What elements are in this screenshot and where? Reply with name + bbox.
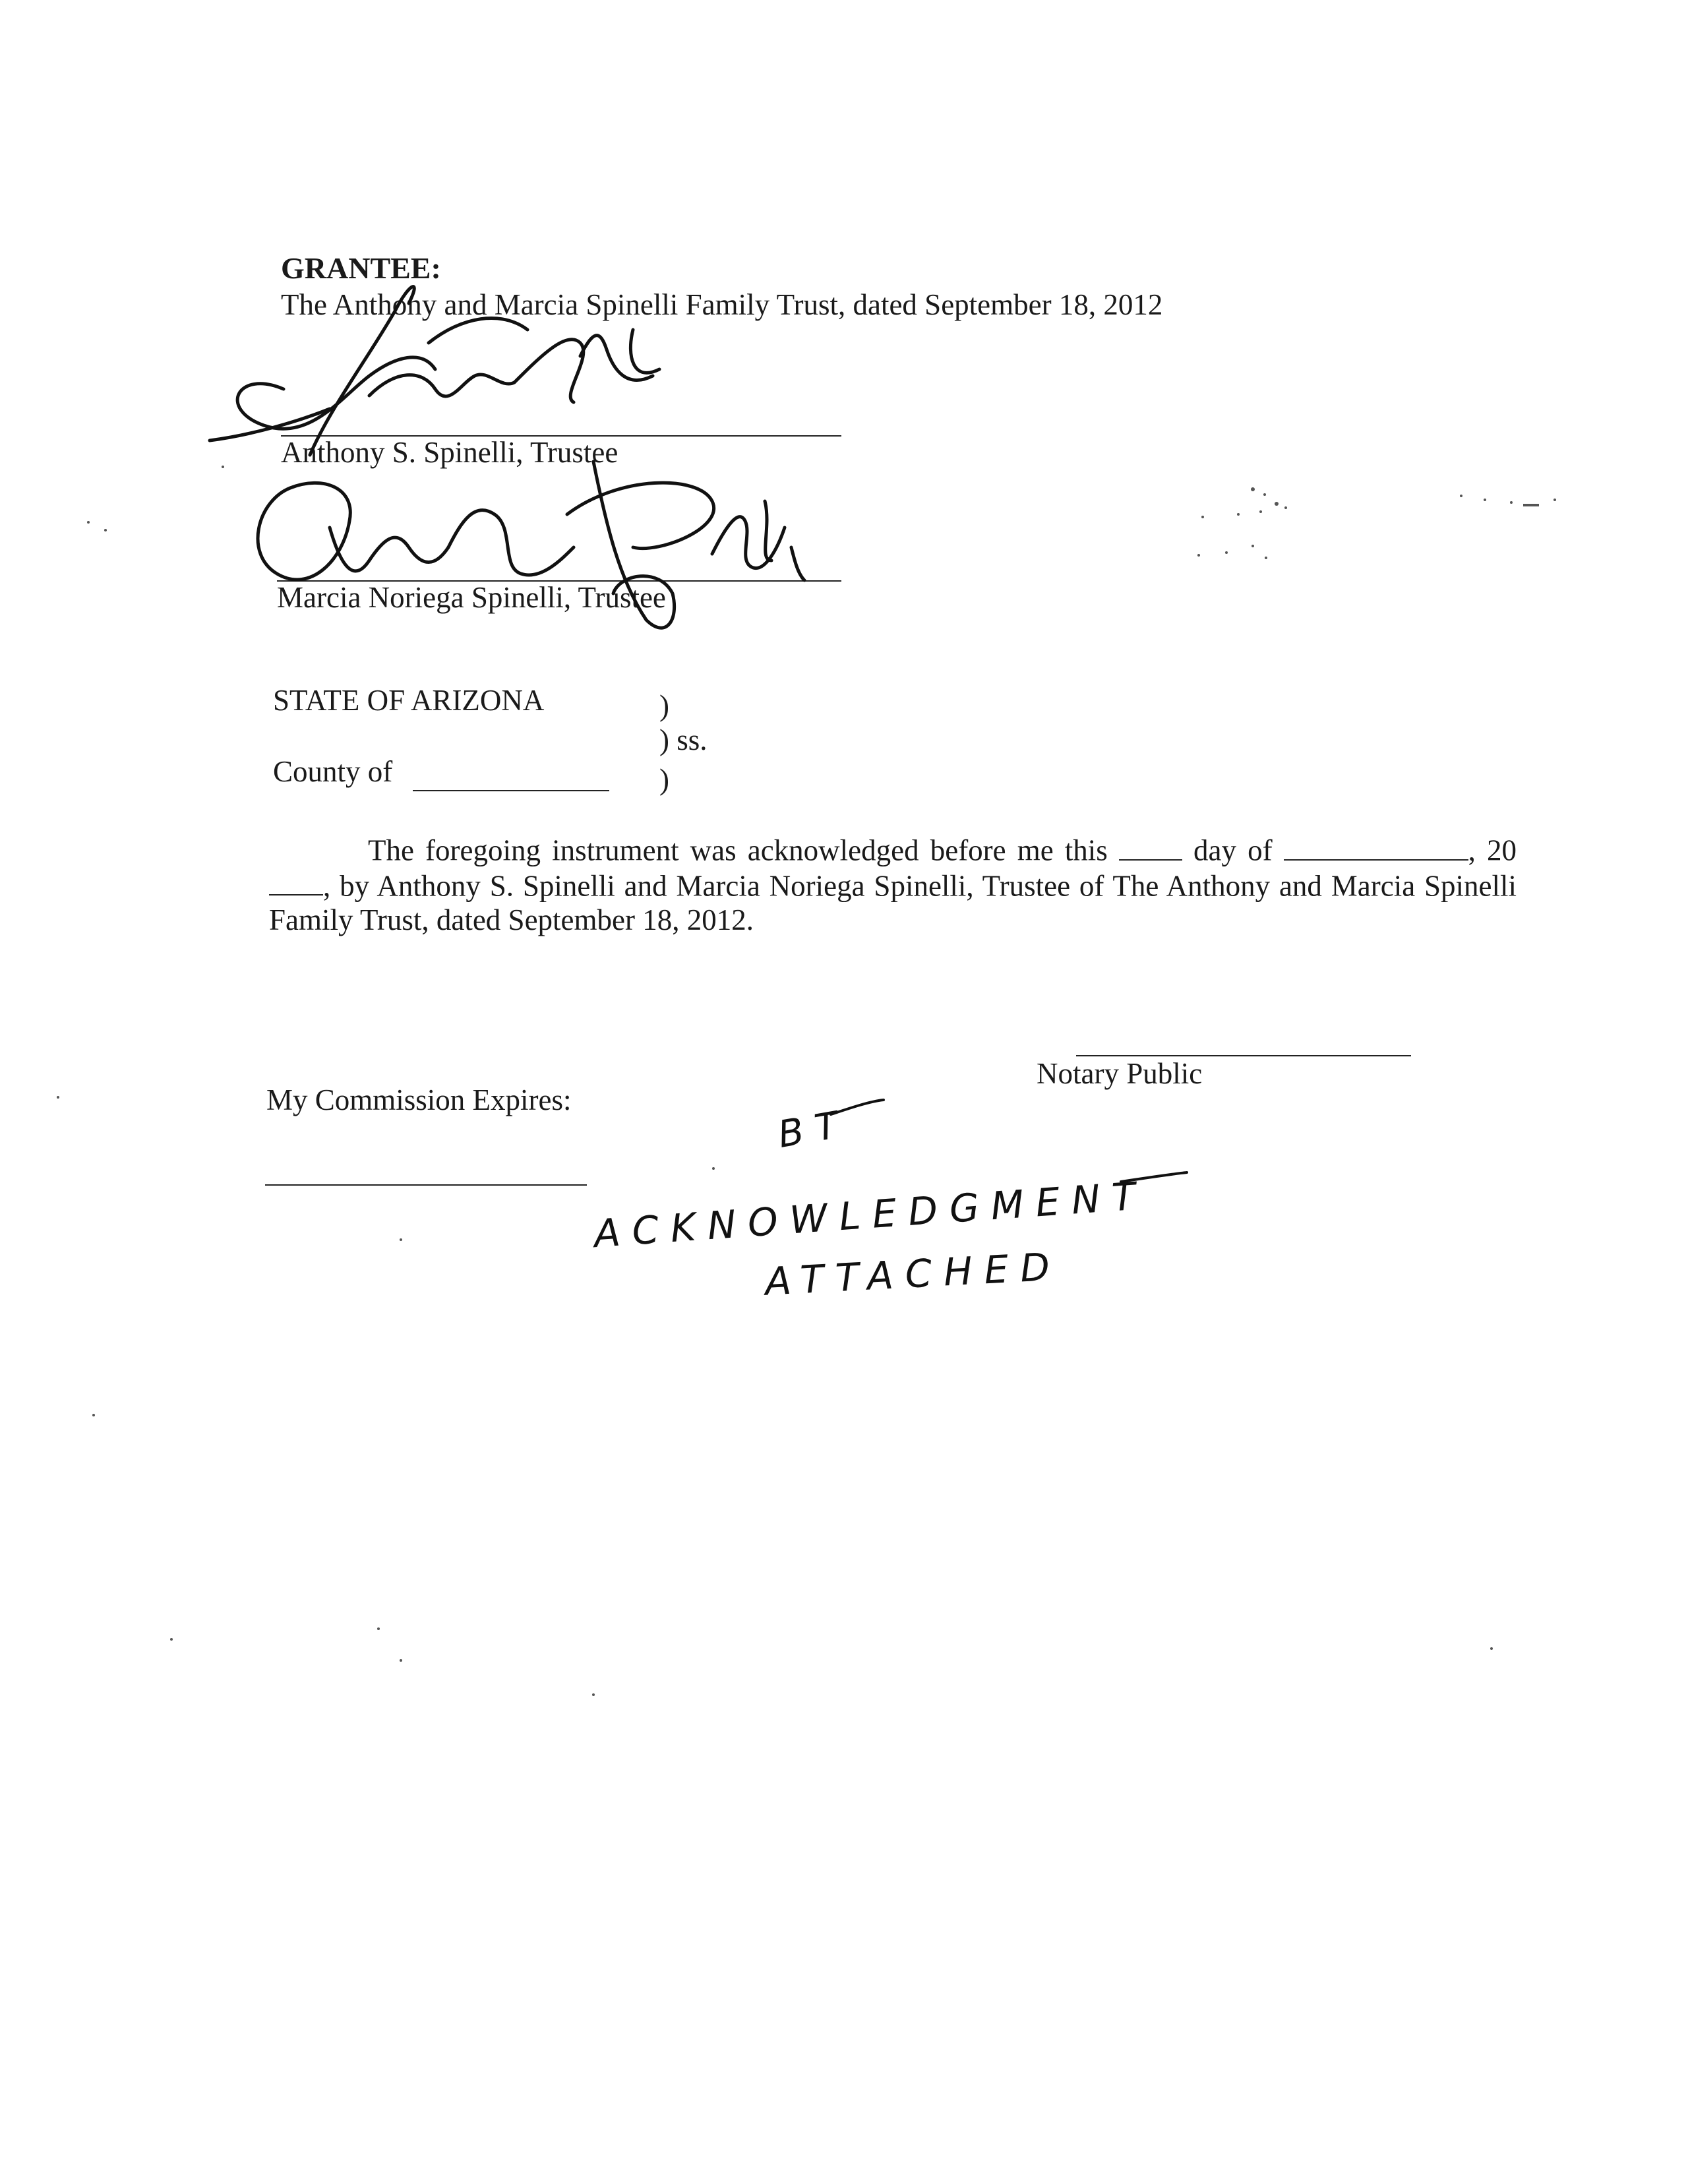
signer-2-label: Marcia Noriega Spinelli, Trustee bbox=[277, 581, 666, 614]
day-blank bbox=[1119, 832, 1182, 861]
ack-year-prefix: 20 bbox=[1487, 834, 1517, 867]
ack-part-4: , by Anthony S. Spinelli and Marcia Noriega Spinelli, Trustee of The Anthony and Marcia Spinelli Family Trust, dated September 18, 2012. bbox=[269, 869, 1517, 936]
ack-part-3: , bbox=[1468, 834, 1476, 867]
notary-label: Notary Public bbox=[1037, 1057, 1203, 1090]
acknowledgment-paragraph bbox=[269, 832, 1517, 937]
handwriting-marks bbox=[831, 1100, 1187, 1182]
ack-part-2: day of bbox=[1193, 834, 1273, 867]
handwritten-initials: BT bbox=[775, 1102, 853, 1157]
handwritten-line-2: ATTACHED bbox=[764, 1244, 1063, 1304]
signer-1-label: Anthony S. Spinelli, Trustee bbox=[281, 436, 618, 469]
ack-part-1: The foregoing instrument was acknowledged before me this bbox=[368, 834, 1108, 867]
commission-blank bbox=[265, 1184, 587, 1186]
county-blank bbox=[413, 790, 609, 791]
venue-paren-3: ) bbox=[659, 763, 669, 796]
venue-paren-1: ) bbox=[659, 689, 669, 722]
handwritten-line-1: ACKNOWLEDGMENT bbox=[592, 1172, 1149, 1257]
year-blank bbox=[269, 868, 323, 896]
venue-county-label: County of bbox=[273, 755, 393, 788]
commission-label: My Commission Expires: bbox=[266, 1083, 572, 1116]
scan-specks bbox=[57, 466, 1556, 1696]
month-blank bbox=[1284, 832, 1468, 861]
notary-signature-line bbox=[1076, 1055, 1411, 1056]
venue-state: STATE OF ARIZONA bbox=[273, 684, 545, 717]
grantee-heading: GRANTEE: bbox=[281, 251, 441, 285]
venue-ss: ) ss. bbox=[659, 723, 708, 756]
grantee-trust-line: The Anthony and Marcia Spinelli Family Trust, dated September 18, 2012 bbox=[281, 288, 1163, 321]
